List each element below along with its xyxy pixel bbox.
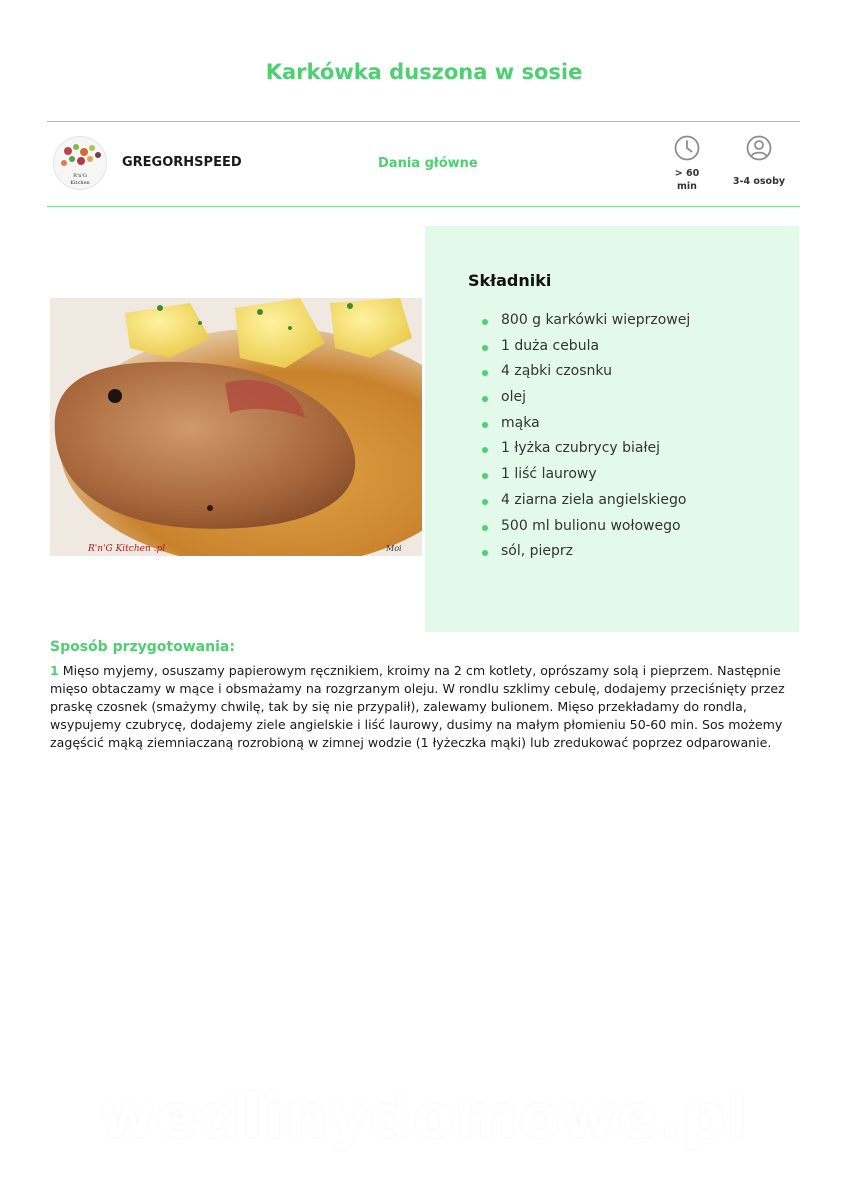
ingredient-item: 4 ziarna ziela angielskiego: [501, 488, 690, 514]
servings: 3-4 osoby: [732, 176, 786, 187]
prep-time-unit: min: [677, 181, 697, 192]
clock-icon: [673, 134, 701, 162]
photo-caption-left: R'n'G Kitchen .pl: [88, 544, 166, 554]
method-title: Sposób przygotowania:: [50, 639, 235, 655]
author-avatar: [53, 136, 107, 190]
ingredient-item: olej: [501, 385, 690, 411]
ingredients-list: [501, 308, 690, 565]
recipe-photo: [50, 298, 422, 556]
person-icon: [745, 134, 773, 162]
ingredient-item: sól, pieprz: [501, 539, 690, 565]
ingredient-item: 1 duża cebula: [501, 334, 690, 360]
ingredient-item: 800 g karkówki wieprzowej: [501, 308, 690, 334]
ingredient-item: 1 liść laurowy: [501, 462, 690, 488]
prep-time: [667, 167, 707, 193]
ingredients-title: Składniki: [468, 271, 552, 290]
watermark: wedlinydomowe.pl: [99, 1082, 749, 1152]
avatar-text-line1: R'n'G: [73, 173, 87, 179]
ingredient-item: 500 ml bulionu wołowego: [501, 514, 690, 540]
method-step: [50, 662, 800, 752]
photo-caption-right: Moi: [386, 544, 402, 553]
author-name[interactable]: GREGORHSPEED: [122, 155, 242, 170]
step-number: 1: [50, 663, 59, 678]
step-text: Mięso myjemy, osuszamy papierowym ręcznikiem, kroimy na 2 cm kotlety, oprószamy solą i pieprzem. Następnie mięso obtaczamy w mące i obsmażamy na rozgrzanym oleju. W rondlu szklimy cebulę, dodajemy przeciśnięty przez praskę czosnek (smażymy chwilę, tak by się nie przypalił), zalewamy bulionem. Mięso przekładamy do rondla, wsypujemy czubrycę, dodajemy ziele angielskie i liść laurowy, dusimy na małym płomieniu 50-60 min. Sos możemy zagęścić mąką ziemniaczaną rozrobioną w zimnej wodzie (1 łyżeczka mąki) lub zredukować poprzez odparowanie.: [50, 663, 785, 750]
recipe-title: Karkówka duszona w sosie: [265, 60, 583, 84]
recipe-category[interactable]: Dania główne: [378, 156, 478, 171]
ingredient-item: mąka: [501, 411, 690, 437]
avatar-text-line2: Kitchen: [70, 180, 90, 186]
ingredient-item: 1 łyżka czubrycy białej: [501, 436, 690, 462]
ingredients-panel: [425, 226, 799, 632]
header-divider-top: [47, 121, 800, 122]
prep-time-value: > 60: [674, 168, 700, 179]
header-divider-bottom: [47, 206, 800, 207]
ingredient-item: 4 ząbki czosnku: [501, 359, 690, 385]
